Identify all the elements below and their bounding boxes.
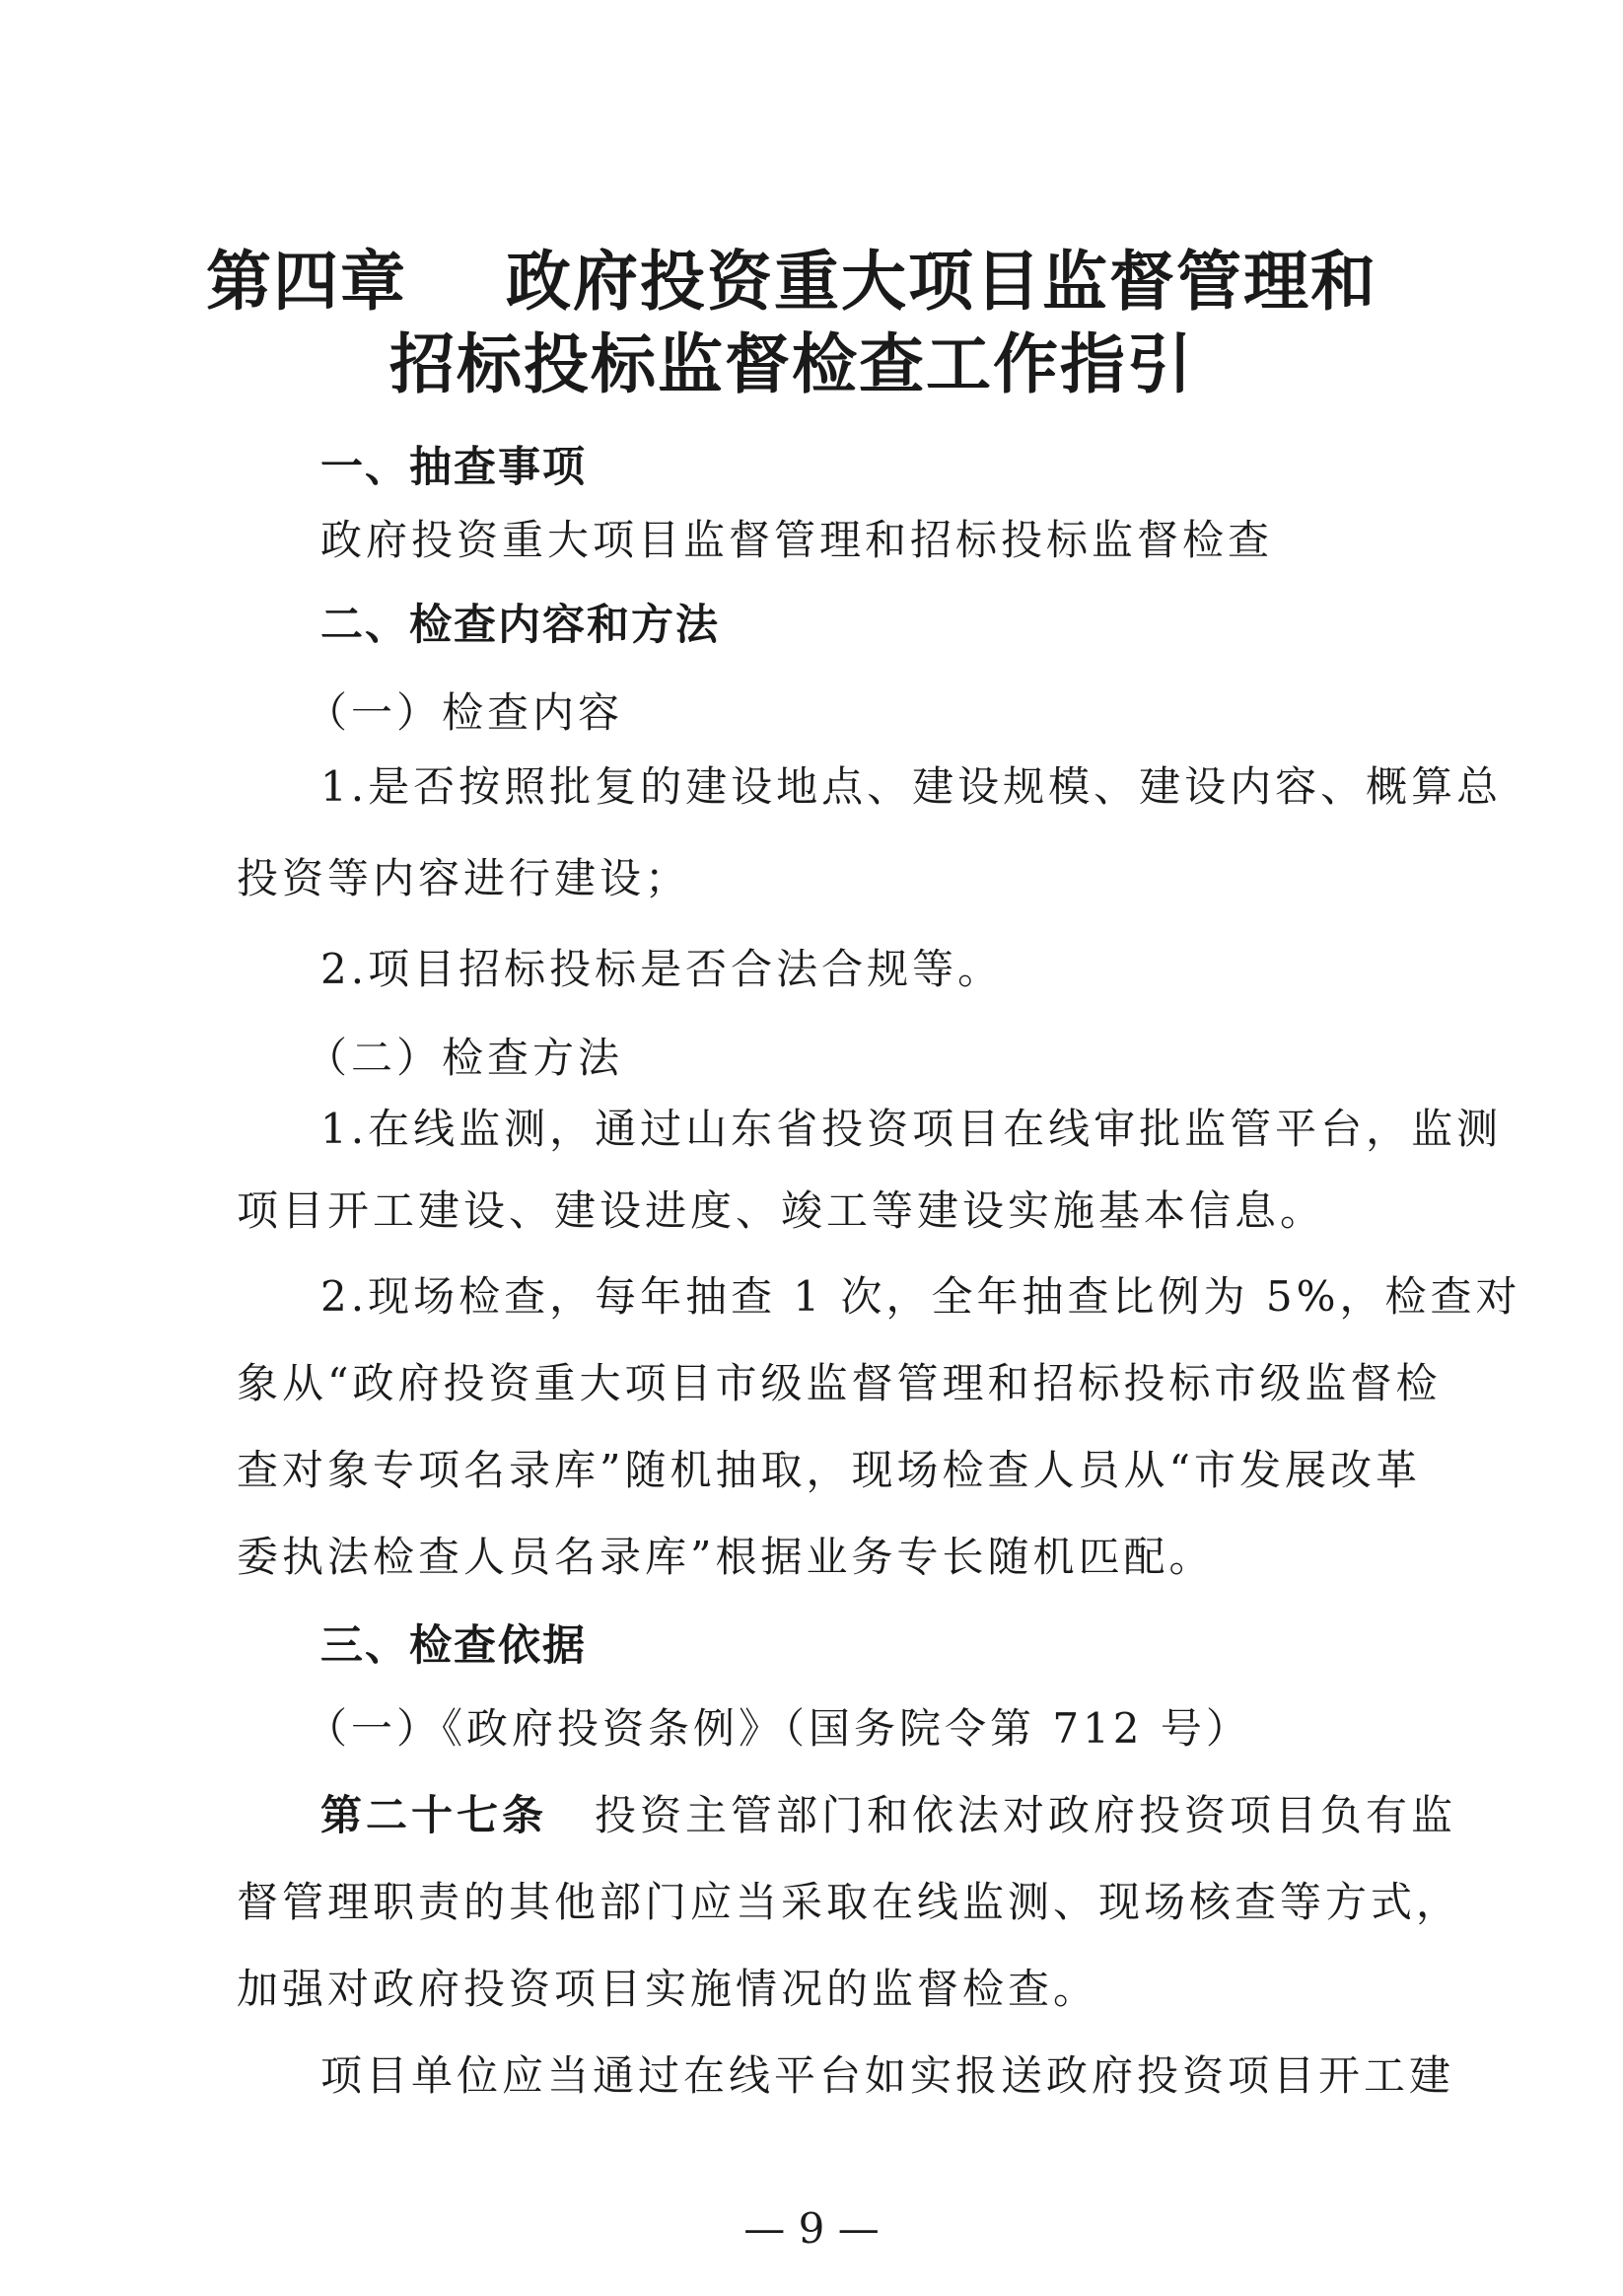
method-2-line-3: 查对象专项名录库”随机抽取，现场检查人员从“市发展改革: [237, 1446, 1421, 1494]
article-27-label: 第二十七条: [320, 1791, 548, 1839]
article-27-line-2: 督管理职责的其他部门应当采取在线监测、现场核查等方式，: [237, 1878, 1462, 1926]
article-27-line-3: 加强对政府投资项目实施情况的监督检查。: [237, 1965, 1099, 2013]
chapter-title-line-2: 招标投标监督检查工作指引: [389, 326, 1194, 402]
section-1-heading: 一、抽查事项: [320, 443, 587, 492]
method-2-line-1: 2.现场检查，每年抽查 1 次，全年抽查比例为 5%，检查对: [320, 1272, 1521, 1321]
section-2-sub-1: （一）检查内容: [306, 688, 624, 737]
section-3-sub-1: （一）《政府投资条例》（国务院令第 712 号）: [306, 1704, 1251, 1753]
article-27-text: 投资主管部门和依法对政府投资项目负有监: [595, 1791, 1457, 1839]
paragraph-2-line-1: 项目单位应当通过在线平台如实报送政府投资项目开工建: [320, 2051, 1455, 2100]
section-1-text: 政府投资重大项目监督管理和招标投标监督检查: [320, 516, 1274, 564]
chapter-title-line-1: 第四章 政府投资重大项目监督管理和: [206, 244, 1377, 320]
item-1-line-1: 1.是否按照批复的建设地点、建设规模、建设内容、概算总: [320, 762, 1503, 811]
method-1-line-1: 1.在线监测，通过山东省投资项目在线审批监管平台，监测: [320, 1105, 1503, 1153]
method-2-line-4: 委执法检查人员名录库”根据业务专长随机匹配。: [237, 1533, 1215, 1581]
method-1-line-2: 项目开工建设、建设进度、竣工等建设实施基本信息。: [237, 1186, 1326, 1235]
article-27-line-1: [320, 1783, 1456, 1842]
page-number: — 9 —: [743, 2204, 880, 2253]
section-2-heading: 二、检查内容和方法: [320, 601, 720, 650]
method-2-line-2: 象从“政府投资重大项目市级监督管理和招标投标市级监督检: [237, 1359, 1442, 1407]
section-2-sub-2: （二）检查方法: [306, 1034, 624, 1082]
item-1-line-2: 投资等内容进行建设；: [237, 854, 691, 902]
item-2: 2.项目招标投标是否合法合规等。: [320, 945, 1004, 993]
section-3-heading: 三、检查依据: [320, 1621, 587, 1671]
